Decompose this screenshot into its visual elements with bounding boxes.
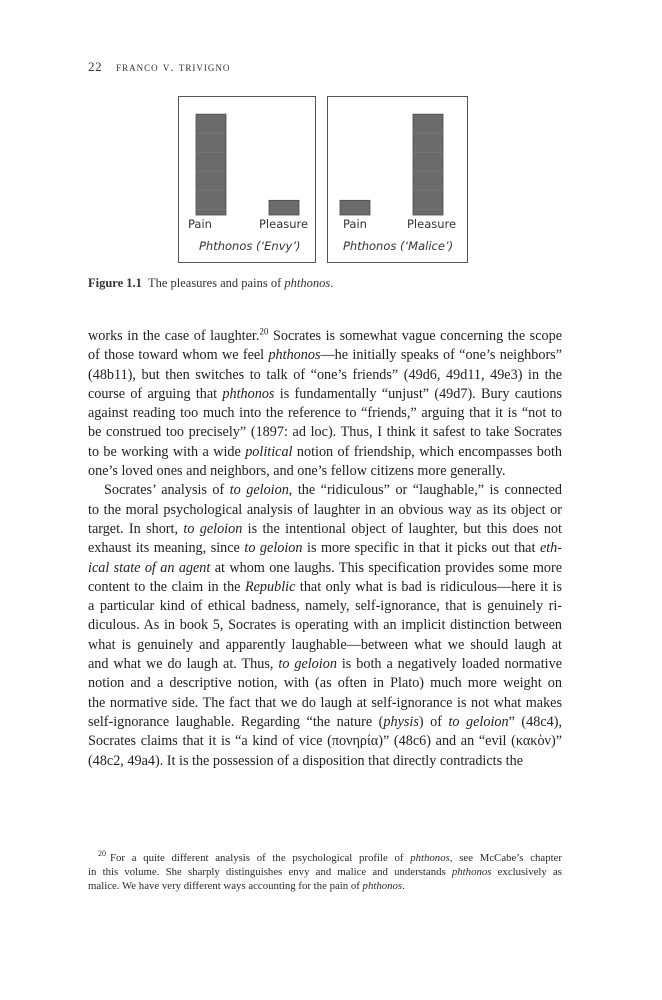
tick-label-envy-pain: Pain	[188, 217, 212, 231]
body-span: to geloion	[183, 520, 243, 537]
figure-caption	[88, 276, 333, 291]
footnote-span: in this volume. She sharply distinguishes envy and malice and understands	[88, 866, 452, 878]
body-span: to geloion	[229, 482, 289, 499]
tick-label-envy-pleasure: Pleasure	[259, 217, 309, 231]
body-span: notion of friendship, which encompasses both	[292, 443, 562, 460]
body-span: be construed too precisely” (1897: ad loc). Thus, I think it safest to take Socrates	[88, 424, 562, 441]
body-span: (48b11), but then switches to talk of “one’s friends” (49d6, 49d11, 49e3) in the	[88, 366, 562, 383]
chart-panel-malice	[327, 96, 468, 263]
body-span: to geloion	[448, 713, 509, 730]
body-span: is fundamentally “unjust” (49d7). Bury cautions	[274, 385, 562, 402]
body-span: course of arguing that	[88, 385, 223, 402]
body-span: that only what is bad is ridiculous—here it is	[295, 578, 562, 595]
body-span: Republic	[244, 578, 296, 595]
footnote-span: malice. We have very different ways accounting for the pain of	[88, 880, 363, 892]
body-span: (48c2, 49a4). It is the possession of a disposition that directly contradicts the	[88, 752, 523, 769]
footnote-span: phthonos	[451, 866, 492, 878]
body-line	[88, 385, 562, 404]
chart-title-malice: Phthonos (‘Malice’)	[343, 239, 454, 253]
body-span: to the moral psychological analysis of laughter in an obvious way as its object or	[88, 501, 562, 518]
body-span: political	[245, 443, 293, 460]
body-span: Socrates is somewhat vague concerning the scope	[268, 328, 562, 344]
footnote-span: , see McCabe’s chapter	[449, 852, 562, 864]
body-span: what is genuinely and apparently laughable—between what we should laugh at	[88, 636, 562, 653]
footnote	[88, 851, 562, 893]
body-line	[88, 713, 562, 732]
body-span: Socrates claims that it is “a kind of vice (πονηρία)” (48c6) and an “evil (κακὸν)”	[88, 733, 562, 750]
body-line	[88, 327, 562, 346]
body-span: is more specific in that it picks out that	[302, 540, 540, 557]
body-span: content to the claim in the	[88, 578, 245, 595]
body-span: the normative side. The fact that we do laugh at self-ignorance is not what makes	[88, 694, 562, 711]
running-head	[88, 59, 230, 75]
body-line	[88, 559, 562, 578]
body-line	[88, 732, 562, 751]
figure-caption-italic: phthonos	[284, 276, 331, 290]
body-line	[88, 423, 562, 442]
body-line	[88, 636, 562, 655]
footnote-span: phthonos	[362, 880, 403, 892]
body-span: physis	[383, 713, 419, 730]
body-line	[88, 616, 562, 635]
body-line	[88, 366, 562, 385]
body-span: is both a negatively loaded normative	[336, 656, 562, 673]
body-span: to geloion	[244, 540, 303, 557]
body-line	[88, 481, 562, 500]
body-span: to geloion	[278, 656, 337, 673]
body-line	[88, 539, 562, 558]
footnote-line	[88, 851, 562, 865]
body-line	[88, 501, 562, 520]
footnote-line	[88, 865, 562, 879]
body-span: one’s loved ones and neighbors, and one’s fellow citizens more generally.	[88, 463, 506, 480]
body-span: notion and a descriptive notion, with (as often in Plato) much more weight on	[88, 675, 562, 692]
page-number: 22	[88, 59, 103, 74]
bar-envy-pain	[196, 114, 226, 215]
body-span: exhaust its meaning, since	[88, 540, 245, 557]
footnote-span: exclusively as	[491, 866, 562, 878]
body-span: works in the case of laughter.	[88, 328, 260, 344]
author-name: franco v. trivigno	[116, 59, 231, 74]
footnote-line	[88, 879, 562, 893]
body-span: ical state of an agent	[88, 559, 211, 576]
body-line	[88, 694, 562, 713]
body-span: against reading too much into the reference to “friends,” arguing that it is “not to	[88, 405, 562, 422]
body-span: a particular kind of ethical badness, namely, self-ignorance, that is genuinely ri-	[88, 598, 562, 615]
body-span: —he initially speaks of “one’s neighbors”	[320, 347, 562, 364]
body-line	[88, 520, 562, 539]
tick-label-malice-pleasure: Pleasure	[407, 217, 457, 231]
chart-title-envy: Phthonos (‘Envy’)	[199, 239, 301, 253]
body-span: self-ignorance laughable. Regarding “the nature (	[88, 713, 384, 730]
bar-malice-pleasure	[413, 114, 443, 215]
chart-malice-svg	[328, 97, 467, 262]
body-line	[88, 443, 562, 462]
body-span: target. In short,	[88, 520, 184, 537]
body-span: Socrates’ analysis of	[104, 482, 230, 499]
body-line	[88, 462, 562, 481]
bar-malice-pain	[340, 200, 370, 215]
body-span: to be working with a wide	[88, 443, 246, 460]
body-span: phthonos	[222, 385, 275, 402]
body-span: 20	[259, 326, 269, 337]
body-line	[88, 655, 562, 674]
body-span: at whom one laughs. This specification provides some more	[210, 559, 562, 576]
body-line	[88, 752, 562, 771]
body-line	[88, 597, 562, 616]
body-span: of those toward whom we feel	[88, 347, 269, 364]
body-span: ) of	[418, 713, 449, 730]
footnote-span: .	[402, 880, 405, 892]
figure-caption-end: .	[330, 276, 334, 290]
chart-envy-svg	[179, 97, 315, 262]
tick-label-malice-pain: Pain	[343, 217, 367, 231]
body-line	[88, 404, 562, 423]
body-span: diculous. As in book 5, Socrates is operating with an implicit distinction between	[88, 617, 562, 634]
body-text	[88, 327, 562, 771]
chart-panel-envy	[178, 96, 316, 263]
footnote-span: For a quite different analysis of the psychological profile of	[110, 852, 411, 864]
figure-caption-label: Figure 1.1	[88, 276, 142, 290]
body-span: and what we do laugh at. Thus,	[88, 656, 279, 673]
body-span: ” (48c4),	[508, 713, 562, 730]
body-span: is the intentional object of laughter, but this does not	[242, 520, 563, 537]
body-span: eth-	[539, 540, 562, 557]
body-line	[88, 578, 562, 597]
body-span: , the “ridiculous” or “laughable,” is connected	[288, 482, 562, 499]
bar-envy-pleasure	[269, 200, 299, 215]
body-line	[88, 346, 562, 365]
body-span: phthonos	[268, 347, 321, 364]
body-line	[88, 674, 562, 693]
figure-caption-text: The pleasures and pains of	[147, 276, 282, 290]
footnote-span: phthonos	[410, 852, 450, 864]
footnote-number: 20	[98, 849, 106, 859]
